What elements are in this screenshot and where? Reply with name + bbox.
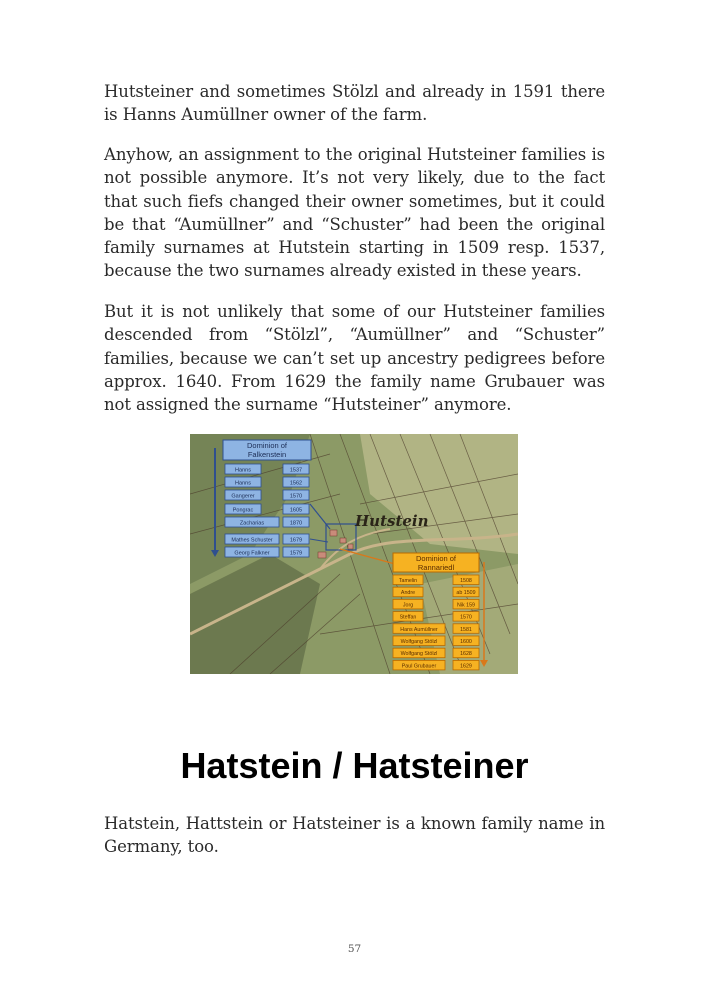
falkenstein-name: Pongrac: [232, 507, 254, 514]
paragraph-1: Hutsteiner and sometimes Stölzl and already in 1591 there is Hanns Aumüllner owner of the farm.: [104, 82, 605, 125]
falkenstein-title-line-2: Falkenstein: [247, 450, 287, 459]
rannariedl-year: 1581: [460, 626, 472, 633]
cadastral-map-figure: [190, 434, 518, 674]
rannariedl-year: ab 1509: [456, 590, 476, 597]
falkenstein-year: 1570: [289, 493, 303, 500]
falkenstein-year: 1870: [289, 520, 303, 527]
falkenstein-name: Hanns: [235, 467, 251, 474]
rannariedl-year: 1628: [460, 651, 472, 658]
rannariedl-name: Wolfgang Stölzl: [400, 639, 438, 645]
falkenstein-name: Mathes Schuster: [231, 537, 273, 544]
rannariedl-year: 1629: [460, 663, 472, 670]
rannariedl-name: Andre: [400, 590, 416, 597]
falkenstein-name: Hanns: [235, 480, 251, 487]
falkenstein-box: [211, 440, 311, 557]
paragraph-3: But it is not unlikely that some of our Hutsteiner families descended from “Stölzl”, “Aumüllner” and “Schuster” families, because we can’t set up ancestry pedigrees before approx. 1640. From 1629 the family name Grubauer was not assigned the surname “Hutsteiner” anymore.: [104, 302, 605, 415]
falkenstein-title-line-1: Dominion of: [246, 441, 288, 450]
section-heading: Hatstein / Hatsteiner: [180, 745, 529, 786]
page-number: 57: [347, 943, 362, 955]
map-place-label: Hutstein: [355, 512, 429, 530]
rannariedl-year: Nik 159: [457, 602, 475, 609]
paragraph-2: Anyhow, an assignment to the original Hutsteiner families is not possible anymore. It’s not very likely, due to the fact that such fiefs changed their owner sometimes, but it could be that “Aumüllner” and “Schuster” had been the original family surnames at Hutstein starting in 1509 resp. 1537, because the two surnames already existed in these years.: [104, 145, 605, 281]
falkenstein-year: 1537: [289, 467, 303, 474]
rannariedl-title-line-2: Rannariedl: [417, 563, 455, 572]
falkenstein-name: Gangerer: [231, 493, 255, 500]
paragraph-4: Hatstein, Hattstein or Hatsteiner is a known family name in Germany, too.: [104, 814, 605, 857]
rannariedl-year: 1508: [460, 578, 472, 584]
map-image: [190, 434, 518, 674]
falkenstein-year: 1562: [289, 480, 303, 487]
falkenstein-year: 1605: [289, 507, 303, 514]
rannariedl-name: Hans Aumüllner: [400, 626, 438, 633]
falkenstein-year: 1579: [289, 550, 303, 557]
rannariedl-year: 1600: [460, 639, 472, 645]
rannariedl-name: Wolfgang Stölzl: [400, 651, 438, 658]
rannariedl-name: Steffan: [399, 614, 417, 621]
rannariedl-name: Paul Grubauer: [401, 663, 437, 670]
rannariedl-year: 1570: [460, 614, 472, 621]
rannariedl-name: Tamelin: [398, 578, 418, 584]
rannariedl-title-line-1: Dominion of: [415, 554, 457, 563]
falkenstein-name: Zacharias: [239, 520, 265, 527]
falkenstein-name: Georg Falkner: [234, 550, 270, 557]
rannariedl-name: Jorg: [402, 602, 414, 609]
falkenstein-year: 1679: [289, 537, 303, 544]
